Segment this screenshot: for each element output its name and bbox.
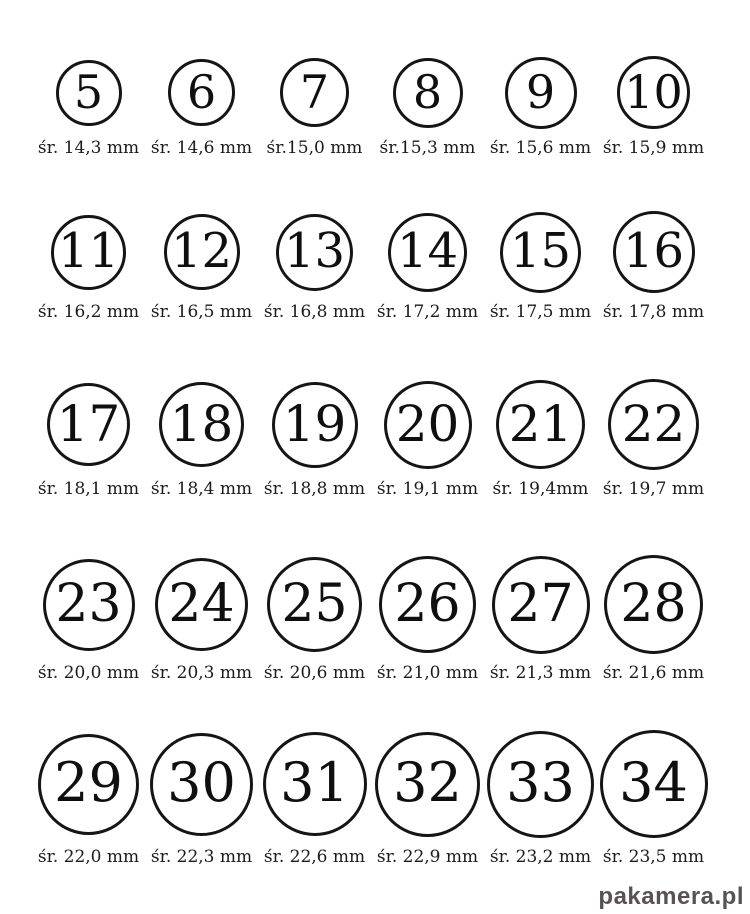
ring-size-number: 30	[167, 751, 236, 814]
circle-area	[32, 729, 145, 839]
ring-size-cell	[484, 729, 597, 867]
ring-diameter-label: śr. 21,3 mm	[489, 663, 592, 683]
ring-size-number: 14	[396, 223, 459, 279]
circle-area	[258, 378, 371, 471]
circle-area	[32, 378, 145, 471]
ring-size-row	[32, 378, 710, 499]
ring-size-number: 23	[55, 573, 122, 634]
ring-size-row	[32, 554, 710, 683]
ring-size-number: 19	[282, 394, 347, 453]
ring-diameter-label: śr. 18,4 mm	[150, 479, 253, 499]
ring-diameter-label: śr. 16,5 mm	[150, 302, 253, 322]
ring-size-cell	[258, 554, 371, 683]
circle-area	[32, 210, 145, 294]
ring-circle	[155, 558, 248, 651]
ring-size-cell	[597, 554, 710, 683]
ring-size-number: 8	[412, 64, 443, 119]
circle-area	[145, 210, 258, 294]
ring-circle	[393, 58, 463, 128]
ring-diameter-label: śr. 17,8 mm	[602, 302, 705, 322]
ring-size-cell	[484, 378, 597, 499]
circle-area	[484, 554, 597, 655]
ring-size-number: 18	[169, 394, 234, 453]
ring-diameter-label: śr. 22,9 mm	[376, 847, 479, 867]
ring-circle	[159, 382, 244, 467]
ring-diameter-label: śr. 22,0 mm	[37, 847, 140, 867]
ring-diameter-label: śr. 18,1 mm	[37, 479, 140, 499]
ring-size-number: 12	[170, 223, 233, 279]
ring-circle	[500, 212, 581, 293]
ring-circle	[38, 734, 139, 835]
ring-size-cell	[258, 378, 371, 499]
ring-circle	[388, 213, 467, 292]
circle-area	[597, 378, 710, 471]
circle-area	[258, 55, 371, 130]
ring-size-number: 22	[621, 394, 686, 453]
ring-size-number: 9	[525, 64, 556, 119]
circle-area	[371, 55, 484, 130]
ring-size-row	[32, 210, 710, 322]
ring-diameter-label: śr. 20,6 mm	[263, 663, 366, 683]
circle-area	[258, 210, 371, 294]
ring-size-cell	[597, 210, 710, 322]
ring-size-number: 16	[622, 223, 685, 279]
circle-area	[597, 554, 710, 655]
ring-diameter-label: śr. 14,3 mm	[37, 138, 140, 158]
ring-diameter-label: śr. 21,6 mm	[602, 663, 705, 683]
circle-area	[484, 55, 597, 130]
ring-size-number: 7	[299, 64, 330, 119]
circle-area	[258, 554, 371, 655]
ring-size-row	[32, 729, 710, 867]
ring-diameter-label: śr. 15,6 mm	[489, 138, 592, 158]
ring-size-number: 13	[283, 223, 346, 279]
circle-area	[484, 729, 597, 839]
ring-circle	[608, 379, 699, 470]
ring-size-cell	[32, 378, 145, 499]
ring-circle	[164, 214, 240, 290]
ring-diameter-label: śr.15,0 mm	[266, 138, 363, 158]
ring-circle	[43, 559, 135, 651]
ring-circle	[379, 556, 476, 653]
ring-circle	[47, 383, 130, 466]
ring-size-cell	[145, 378, 258, 499]
ring-size-cell	[371, 554, 484, 683]
circle-area	[371, 729, 484, 839]
ring-diameter-label: śr. 16,2 mm	[37, 302, 140, 322]
ring-size-number: 28	[620, 573, 687, 634]
ring-circle	[505, 57, 577, 129]
circle-area	[145, 554, 258, 655]
ring-size-cell	[597, 378, 710, 499]
ring-size-cell	[597, 55, 710, 158]
ring-diameter-label: śr. 19,1 mm	[376, 479, 479, 499]
ring-diameter-label: śr. 18,8 mm	[263, 479, 366, 499]
ring-circle	[613, 211, 695, 293]
ring-size-number: 5	[73, 64, 104, 119]
ring-diameter-label: śr.15,3 mm	[379, 138, 476, 158]
ring-size-number: 32	[393, 751, 462, 814]
circle-area	[484, 378, 597, 471]
ring-size-cell	[258, 729, 371, 867]
ring-circle	[375, 732, 480, 837]
ring-diameter-label: śr. 14,6 mm	[150, 138, 253, 158]
ring-size-row	[32, 55, 710, 158]
ring-circle	[600, 730, 708, 838]
ring-diameter-label: śr. 20,0 mm	[37, 663, 140, 683]
ring-diameter-label: śr. 22,3 mm	[150, 847, 253, 867]
ring-circle	[168, 59, 235, 126]
ring-size-number: 24	[168, 573, 235, 634]
ring-diameter-label: śr. 20,3 mm	[150, 663, 253, 683]
ring-size-cell	[371, 729, 484, 867]
ring-size-number: 15	[509, 223, 572, 279]
ring-circle	[56, 60, 122, 126]
ring-diameter-label: śr. 21,0 mm	[376, 663, 479, 683]
ring-diameter-label: śr. 23,5 mm	[602, 847, 705, 867]
ring-circle	[492, 556, 590, 654]
ring-diameter-label: śr. 17,2 mm	[376, 302, 479, 322]
ring-size-number: 33	[506, 751, 575, 814]
ring-size-cell	[145, 729, 258, 867]
circle-area	[371, 210, 484, 294]
ring-circle	[272, 382, 358, 468]
circle-area	[145, 729, 258, 839]
ring-size-cell	[145, 210, 258, 322]
circle-area	[597, 729, 710, 839]
ring-size-number: 11	[57, 223, 120, 279]
circle-area	[32, 554, 145, 655]
circle-area	[32, 55, 145, 130]
ring-size-cell	[32, 554, 145, 683]
ring-circle	[276, 214, 353, 291]
ring-circle	[51, 215, 126, 290]
ring-diameter-label: śr. 22,6 mm	[263, 847, 366, 867]
ring-size-cell	[371, 378, 484, 499]
ring-size-cell	[484, 554, 597, 683]
ring-size-number: 26	[394, 573, 461, 634]
ring-size-cell	[145, 55, 258, 158]
pakamera-watermark: pakamera.pl	[598, 883, 744, 910]
circle-area	[371, 554, 484, 655]
circle-area	[145, 55, 258, 130]
ring-size-number: 31	[280, 751, 349, 814]
ring-size-cell	[145, 554, 258, 683]
ring-diameter-label: śr. 17,5 mm	[489, 302, 592, 322]
ring-circle	[280, 58, 349, 127]
circle-area	[597, 55, 710, 130]
circle-area	[484, 210, 597, 294]
circle-area	[597, 210, 710, 294]
ring-circle	[604, 555, 703, 654]
ring-size-number: 27	[507, 573, 574, 634]
ring-size-number: 6	[186, 64, 217, 119]
ring-circle	[487, 731, 594, 838]
ring-size-cell	[484, 55, 597, 158]
ring-diameter-label: śr. 16,8 mm	[263, 302, 366, 322]
ring-size-cell	[32, 729, 145, 867]
ring-diameter-label: śr. 19,7 mm	[602, 479, 705, 499]
ring-circle	[150, 733, 253, 836]
ring-size-number: 25	[281, 573, 348, 634]
ring-size-cell	[484, 210, 597, 322]
ring-size-cell	[371, 210, 484, 322]
ring-circle	[384, 381, 472, 469]
ring-size-number: 20	[395, 394, 460, 453]
ring-size-cell	[371, 55, 484, 158]
ring-size-cell	[258, 210, 371, 322]
ring-diameter-label: śr. 23,2 mm	[489, 847, 592, 867]
circle-area	[371, 378, 484, 471]
circle-area	[145, 378, 258, 471]
ring-size-cell	[32, 55, 145, 158]
ring-size-cell	[32, 210, 145, 322]
ring-size-number: 10	[624, 64, 683, 119]
ring-size-number: 17	[56, 394, 121, 453]
ring-diameter-label: śr. 15,9 mm	[602, 138, 705, 158]
ring-size-number: 34	[619, 751, 688, 814]
ring-circle	[267, 557, 362, 652]
circle-area	[258, 729, 371, 839]
ring-size-number: 29	[54, 751, 123, 814]
ring-size-number: 21	[508, 394, 573, 453]
ring-circle	[263, 732, 367, 836]
ring-size-cell	[258, 55, 371, 158]
ring-circle	[617, 56, 690, 129]
ring-circle	[496, 380, 585, 469]
ring-size-cell	[597, 729, 710, 867]
ring-diameter-label: śr. 19,4mm	[492, 479, 589, 499]
